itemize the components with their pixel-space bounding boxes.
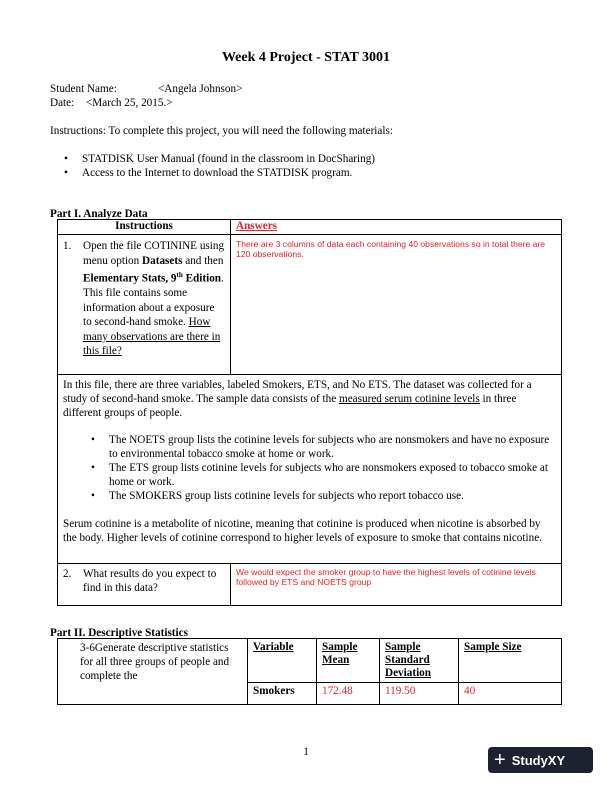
question-2-cell [58,564,231,606]
list-item: • Access to the Internet to download the STATDISK program. [58,166,558,180]
list-item: • The SMOKERS group lists cotinine levels for subjects who report tobacco use. [85,489,556,503]
question-2-text: What results do you expect to find in this data? [83,568,217,594]
question-number: 2. [63,568,72,580]
part2-table [57,638,562,705]
col-header-answers: Answers [231,220,562,235]
watermark-text: StudyXY [511,752,566,768]
part2-instruction-cell [58,639,248,705]
header-sample-mean: Sample Mean [317,639,380,683]
question-number: 1. [63,240,72,252]
col-header-instructions: Instructions [58,220,231,235]
date-label: Date: [50,97,75,109]
instructions-text: Instructions: To complete this project, you will need the following materials: [50,125,393,137]
page-number: 1 [303,746,309,758]
answer-1-text: There are 3 columns of data each containing 40 observations so in total there are 120 observations. [236,239,546,259]
serum-note: Serum cotinine is a metabolite of nicotine, meaning that cotinine is produced when nicotine is absorbed by the body. Higher levels of cotinine correspond to higher levels of exposure to smoke that contains nicotine. [63,518,542,544]
list-item: • STATDISK User Manual (found in the classroom in DocSharing) [58,152,558,166]
studyxy-watermark [488,747,593,773]
list-item: • The ETS group lists cotinine levels for subjects who are nonsmokers exposed to tobacco smoke at home or work. [85,461,556,489]
plus-icon: + [494,749,506,771]
answer-2-text: We would expect the smoker group to have the highest levels of cotinine levels followed by ETS and NOETS group [236,567,536,587]
student-name-value: <Angela Johnson> [158,83,243,95]
list-item: • The NOETS group lists the cotinine levels for subjects who are nonsmokers and have no exposure to environmental tobacco smoke at home or work. [85,433,556,461]
header-variable: Variable [248,639,317,683]
materials-list [58,152,558,180]
date-value: <March 25, 2015.> [86,97,173,109]
table-cell-sd: 119.50 [380,683,459,705]
part2-instruction: 3-6Generate descriptive statistics for all three groups of people and complete the [80,642,230,682]
part1-table [57,219,562,606]
table-cell-variable: Smokers [248,683,317,705]
question-1-cell [58,235,231,375]
question-1-text: Open the file COTININE using menu option Datasets and then Elementary Stats, 9th Edition. This file contains some information about a exposure to second-hand smoke. How many observations are there in this file? [83,240,225,358]
part2-heading: Part II. Descriptive Statistics [50,627,188,639]
answer-1-cell [231,235,562,375]
header-sample-sd: Sample Standard Deviation [380,639,459,683]
document-title: Week 4 Project - STAT 3001 [221,50,391,65]
table-cell-size: 40 [459,683,562,705]
table-cell-mean: 172.48 [317,683,380,705]
answer-2-cell [231,564,562,606]
context-intro: In this file, there are three variables, labeled Smokers, ETS, and No ETS. The dataset was collected for a study of second-hand smoke. The sample data consists of the measured serum cotinine levels in three different groups of people. [63,379,532,419]
header-sample-size: Sample Size [459,639,562,683]
student-name-label: Student Name: [50,83,117,95]
groups-list [85,433,556,503]
context-cell [58,375,562,564]
part1-heading: Part I. Analyze Data [50,208,148,220]
